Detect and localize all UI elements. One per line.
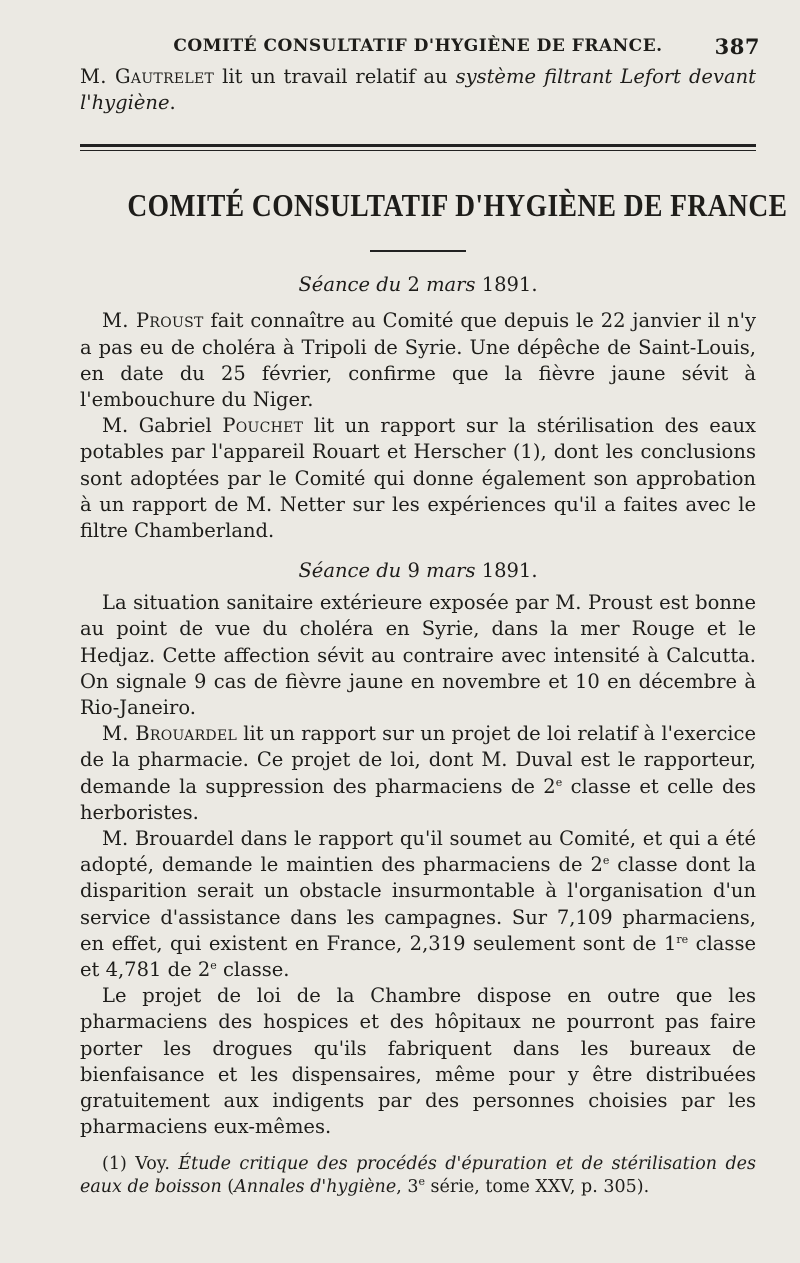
seance-2-p3-sup-2: re	[676, 932, 689, 946]
footnote-text-c: , 3	[396, 1176, 419, 1197]
short-rule-divider	[370, 250, 466, 252]
seance-2-p2-text-a: lit un rapport sur un projet de loi relatif à l'exercice de la pharmacie. Ce projet de loi, dont M. Duval est le rapporteur, demande la suppression des pharmaciens de 2	[80, 722, 756, 798]
seance-2-paragraph-3	[80, 826, 756, 983]
section-title: COMITÉ CONSULTATIF D'HYGIÈNE DE FRANCE	[127, 187, 788, 224]
intro-text: lit un travail relatif au	[214, 65, 456, 88]
footnote-italic-title: Étude critique des procédés d'épuration et de stérilisation des eaux de boisson	[80, 1153, 756, 1197]
seance-1-month: mars	[426, 273, 476, 297]
seance-2-p3-text-d: classe.	[216, 958, 290, 982]
seance-1-heading	[80, 272, 756, 298]
speaker-pouchet: Pouchet	[222, 414, 304, 438]
seance-1-p2-text: lit un rapport sur la stérilisation des eaux potables par l'appareil Rouart et Herscher (1), dont les conclusions sont adoptées par le Comité qui donne également son approbation à un rapport de M. Netter sur les expériences qu'il a faites avec le filtre Chamberland.	[80, 414, 756, 543]
speaker-brouardel: M. Brouardel	[102, 722, 238, 746]
seance-1-paragraph-2	[80, 413, 756, 544]
seance-2-year: 1891.	[475, 559, 538, 583]
intro-end: .	[169, 91, 176, 115]
seance-1-p1-text: fait connaître au Comité que depuis le 22 janvier il n'y a pas eu de choléra à Tripoli de Syrie. Une dépêche de Saint-Louis, en date du 25 février, confirme que la fièvre jaune sévit à l'embouchure du Niger.	[80, 309, 756, 412]
seance-2-date: 9	[401, 559, 427, 583]
intro-paragraph	[80, 64, 756, 116]
intro-italic: système filtrant Lefort devant l'hygiène	[80, 65, 757, 115]
double-rule-divider	[80, 144, 756, 151]
speaker-proust: M. Proust	[102, 309, 204, 333]
seance-2-label: Séance du	[298, 559, 402, 583]
seance-2-p3-text-c: classe et 4,781 de 2	[80, 931, 756, 982]
running-head	[80, 34, 760, 62]
seance-2-paragraph-4: Le projet de loi de la Chambre dispose en outre que les pharmaciens des hospices et des hôpitaux ne pourront pas faire porter les drogues qu'ils fabriquent dans les bureaux de bienfaisance et les dispensaires, même pour y être distribuées gratuitement aux indigents par des personnes choisies par les pharmaciens eux-mêmes.	[80, 984, 756, 1139]
footnote-sup: e	[418, 1174, 425, 1188]
running-title: COMITÉ CONSULTATIF D'HYGIÈNE DE FRANCE.	[173, 36, 663, 56]
seance-2-p2-text-b: classe et celle des herboristes.	[80, 774, 756, 824]
footnote-text-d: série, tome XXV, p. 305).	[424, 1176, 650, 1197]
seance-1-date: 2	[401, 273, 427, 297]
footnote-marker: (1) Voy.	[102, 1153, 179, 1174]
page-number: 387	[714, 34, 760, 59]
seance-1-year: 1891.	[475, 273, 538, 297]
footnote-italic-journal: Annales d'hygiène	[234, 1176, 397, 1197]
seance-1-label: Séance du	[298, 273, 402, 297]
footnote	[80, 1153, 756, 1199]
intro-speaker: M. Gautrelet	[80, 65, 215, 88]
seance-2-paragraph-1: La situation sanitaire extérieure exposée par M. Proust est bonne au point de vue du choléra en Syrie, dans la mer Rouge et le Hedjaz. Cette affection sévit au contraire avec intensité à Calcutta. On signale 9 cas de fièvre jaune en novembre et 10 en décembre à Rio-Janeiro.	[80, 591, 756, 720]
seance-2-heading	[80, 558, 756, 584]
seance-2-p3-text-a: M. Brouardel dans le rapport qu'il soumet au Comité, et qui a été adopté, demande le maintien des pharmaciens de 2	[80, 827, 756, 877]
seance-2-paragraph-2	[80, 721, 756, 826]
seance-2-p3-sup-1: e	[602, 854, 610, 868]
footnote-text-b: (	[221, 1176, 235, 1197]
seance-2-p3-sup-3: e	[210, 959, 217, 973]
seance-2-p3-text-b: classe dont la disparition serait un obstacle insurmontable à l'organisation d'un service d'assistance dans les campagnes. Sur 7,109 pharmaciens, en effet, qui existent en France, 2,319 seulement sont de 1	[80, 853, 756, 955]
seance-1-paragraph-1	[80, 308, 756, 413]
seance-1-p2-prefix: M. Gabriel	[102, 414, 223, 438]
seance-2-month: mars	[426, 559, 476, 583]
seance-2-p2-sup: e	[555, 775, 563, 789]
